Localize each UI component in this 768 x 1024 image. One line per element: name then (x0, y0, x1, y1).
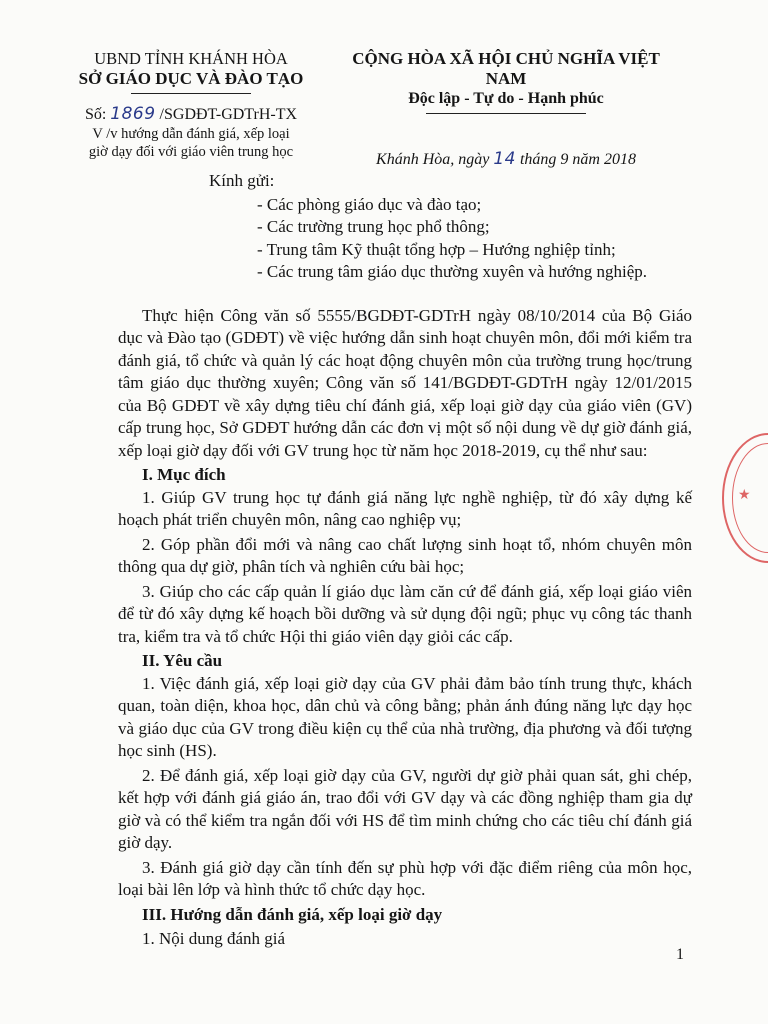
motto: Độc lập - Tự do - Hạnh phúc (408, 90, 604, 107)
subject-line-2: giờ dạy đối với giáo viên trung học (88, 144, 294, 160)
issuing-agency-block (56, 49, 326, 161)
section-1-item: 2. Góp phần đổi mới và nâng cao chất lượng sinh hoạt tổ, nhóm chuyên môn thông qua dự giờ, phân tích và nghiên cứu bài học; (118, 534, 692, 576)
section-2-item: 2. Để đánh giá, xếp loại giờ dạy của GV, người dự giờ phải quan sát, ghi chép, kết hợp với đánh giá giáo án, trao đổi với GV dạy và các đồng nghiệp tham gia dự giờ và có thể kiểm tra ngắn đối với HS để tìm minh chứng cho các tiêu chí đánh giá giờ dạy. (118, 765, 692, 852)
subject-line-1: V /v hướng dẫn đánh giá, xếp loại (92, 126, 290, 142)
date-prefix: Khánh Hòa, ngày (376, 151, 490, 168)
recipient-item: - Trung tâm Kỹ thuật tổng hợp – Hướng nghiệp tỉnh; (257, 239, 616, 259)
section-1-heading: I. Mục đích (142, 465, 226, 484)
date-day-handwritten: 14 (493, 149, 516, 169)
page-number: 1 (676, 946, 684, 963)
section-1-item: 1. Giúp GV trung học tự đánh giá năng lực nghề nghiệp, từ đó xây dựng kế hoạch phát triển chuyên môn, nâng cao nghiệp vụ; (118, 487, 692, 529)
motto-underline (426, 113, 586, 114)
document-number (56, 104, 326, 125)
document-body (118, 170, 692, 951)
section-3-heading: III. Hướng dẫn đánh giá, xếp loại giờ dạy (142, 904, 443, 924)
country-name: CỘNG HÒA XÃ HỘI CHỦ NGHĨA VIỆT NAM (352, 49, 660, 88)
recipient-item: - Các trung tâm giáo dục thường xuyên và hướng nghiệp. (257, 262, 648, 281)
national-motto-block (332, 49, 680, 170)
document-number-handwritten: 1869 (110, 104, 156, 124)
document-number-prefix: Số: (84, 106, 107, 123)
recipient-item: - Các trường trung học phổ thông; (257, 217, 490, 236)
recipient-item: - Các phòng giáo dục và đào tạo; (257, 194, 482, 214)
section-3-item: 1. Nội dung đánh giá (142, 929, 286, 948)
intro-paragraph: Thực hiện Công văn số 5555/BGDĐT-GDTrH ngày 08/10/2014 của Bộ Giáo dục và Đào tạo (GDĐT) về việc hướng dẫn sinh hoạt chuyên môn, đổi mới kiểm tra đánh giá, tổ chức và quản lý các hoạt động chuyên môn của trường trung học/trung tâm giáo dục thường xuyên; Công văn số 141/BGDĐT-GDTrH ngày 12/01/2015 của Bộ GDĐT về xây dựng tiêu chí đánh giá, xếp loại giờ dạy của giáo viên (GV) cấp trung học, Sở GDĐT hướng dẫn các đơn vị một số nội dung về dự giờ đánh giá, xếp loại giờ dạy đối với GV trung học từ năm học 2018-2019, cụ thể như sau: (118, 305, 692, 460)
section-1-item: 3. Giúp cho các cấp quản lí giáo dục làm căn cứ để đánh giá, xếp loại giáo viên để từ đó xây dựng kế hoạch bồi dưỡng và sử dụng đội ngũ; phục vụ công tác thanh tra, kiểm tra và tổ chức Hội thi giáo viên dạy giỏi các cấp. (118, 581, 692, 646)
agency-parent: UBND TỈNH KHÁNH HÒA (94, 49, 288, 68)
date-suffix: tháng 9 năm 2018 (519, 151, 636, 168)
official-seal (722, 433, 768, 563)
recipients-label: Kính gửi: (209, 171, 275, 190)
issue-date (332, 149, 680, 170)
document-number-suffix: /SGDĐT-GDTrH-TX (159, 106, 298, 123)
star-icon: ★ (738, 487, 751, 503)
section-2-item: 3. Đánh giá giờ dạy cần tính đến sự phù hợp với đặc điểm riêng của môn học, loại bài lên lớp và hình thức tổ chức dạy học. (118, 857, 692, 899)
agency-underline (131, 93, 251, 94)
section-2-heading: II. Yêu cầu (142, 651, 223, 670)
section-2-item: 1. Việc đánh giá, xếp loại giờ dạy của GV phải đảm bảo tính trung thực, khách quan, toàn diện, khoa học, dân chủ và công bằng; phản ánh đúng năng lực dạy học và giáo dục của GV trong điều kiện cụ thể của nhà trường, địa phương và đối tượng học sinh (HS). (118, 673, 692, 760)
agency-name: SỞ GIÁO DỤC VÀ ĐÀO TẠO (78, 69, 304, 88)
